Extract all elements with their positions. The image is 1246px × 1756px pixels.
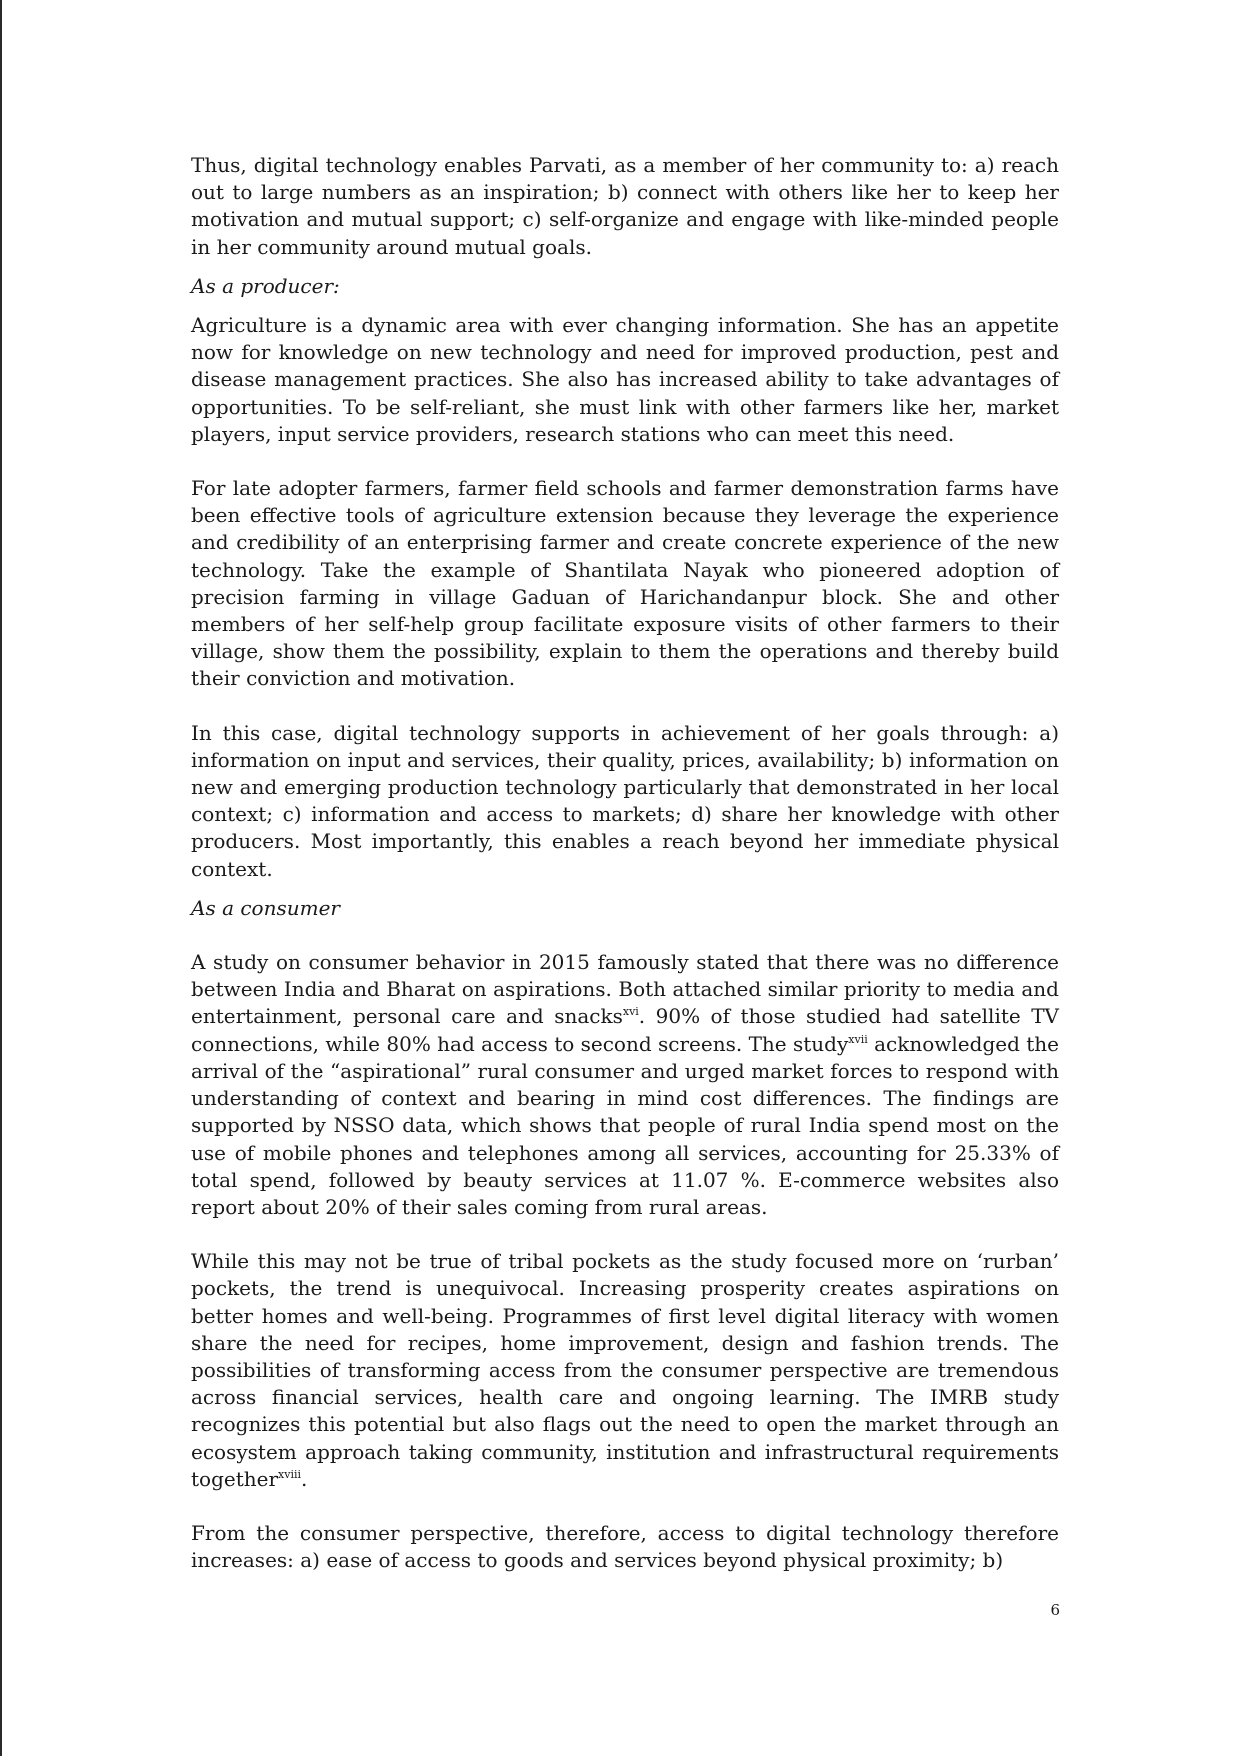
consumer-study-text-1: A study on consumer behavior in 2015 famously stated that there was no difference between India and Bharat on aspirations. Both attached similar priority to media and entertainment, personal care and snacks xyxy=(191,950,1059,1029)
paragraph-consumer-study xyxy=(191,949,1059,1221)
paragraph-tribal-pockets xyxy=(191,1248,1059,1493)
endnote-ref-xvii[interactable]: xvii xyxy=(848,1032,868,1046)
tribal-pockets-text-1: While this may not be true of tribal pockets as the study focused more on ‘rurban’ pockets, the trend is unequivocal. Increasing prosperity creates aspirations on better homes and well-being. Programmes of first level digital literacy with women share the need for recipes, home improvement, design and fashion trends. The possibilities of transforming access from the consumer perspective are tremendous across financial services, health care and ongoing learning. The IMRB study recognizes this potential but also flags out the need to open the market through an ecosystem approach taking community, institution and infrastructural requirements together xyxy=(191,1249,1059,1491)
paragraph-late-adopter-farmers: For late adopter farmers, farmer field schools and farmer demonstration farms have been effective tools of agriculture extension because they leverage the experience and credibility of an enterprising farmer and create concrete experience of the new technology. Take the example of Shantilata Nayak who pioneered adoption of precision farming in village Gaduan of Harichandanpur block. She and other members of her self-help group facilitate exposure visits of other farmers to their village, show them the possibility, explain to them the operations and thereby build their conviction and motivation. xyxy=(191,476,1059,691)
consumer-study-text-3: acknowledged the arrival of the “aspirational” rural consumer and urged market forces to respond with understanding of context and bearing in mind cost differences. The findings are supported by NSSO data, which shows that people of rural India spend most on the use of mobile phones and telephones among all services, accounting for 25.33% of total spend, followed by beauty services at 11.07 %. E-commerce websites also report about 20% of their sales coming from rural areas. xyxy=(191,1031,1060,1219)
paragraph-community-goals: Thus, digital technology enables Parvati, as a member of her community to: a) reach out to large numbers as an inspiration; b) connect with others like her to keep her motivation and mutual support; c) self-organize and engage with like-minded people in her community around mutual goals. xyxy=(191,153,1059,259)
heading-as-a-consumer: As a consumer xyxy=(191,895,340,920)
page-left-edge-rule xyxy=(0,0,2,1756)
tribal-pockets-text-2: . xyxy=(301,1466,308,1491)
paragraph-consumer-perspective: From the consumer perspective, therefore, access to digital technology therefore increases: a) ease of access to goods and services beyond physical proximity; b) xyxy=(191,1520,1059,1573)
endnote-ref-xvi[interactable]: xvi xyxy=(622,1005,639,1019)
document-body xyxy=(191,152,1059,1574)
endnote-ref-xviii[interactable]: xviii xyxy=(278,1467,302,1481)
consumer-study-text-2: . 90% of those studied had satellite TV connections, while 80% had access to second screens. The study xyxy=(191,1004,1059,1056)
paragraph-producer-digital-goals: In this case, digital technology supports in achievement of her goals through: a) information on input and services, their quality, prices, availability; b) information on new and emerging production technology particularly that demonstrated in her local context; c) information and access to markets; d) share her knowledge with other producers. Most importantly, this enables a reach beyond her immediate physical context. xyxy=(191,720,1059,881)
heading-as-a-producer: As a producer: xyxy=(191,273,340,298)
paragraph-agriculture-dynamic: Agriculture is a dynamic area with ever changing information. She has an appetite now for knowledge on new technology and need for improved production, pest and disease management practices. She also has increased ability to take advantages of opportunities. To be self-reliant, she must link with other farmers like her, market players, input service providers, research stations who can meet this need. xyxy=(191,313,1059,446)
page-number: 6 xyxy=(1050,1601,1060,1619)
